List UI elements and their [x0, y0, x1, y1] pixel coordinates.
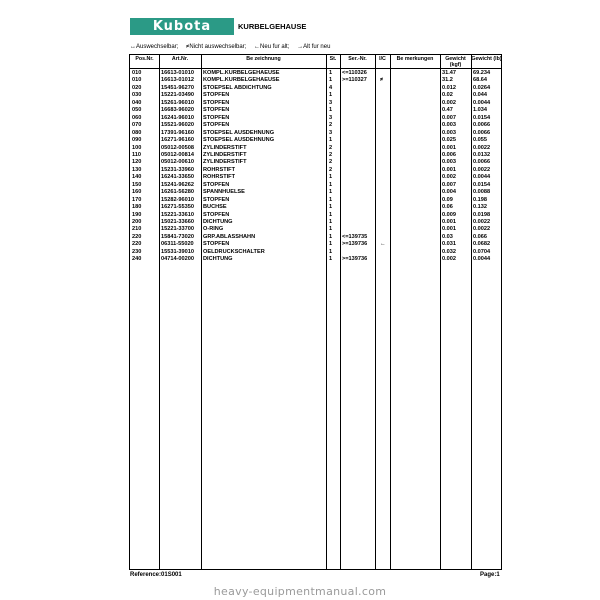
- cell-pos: 240: [132, 256, 142, 263]
- cell-ser: >=110327: [342, 77, 367, 84]
- cell-lb: 0.044: [473, 92, 487, 99]
- cell-kg: 0.007: [442, 114, 456, 121]
- cell-art: 05012-00508: [161, 144, 194, 151]
- cell-st: 1: [329, 107, 333, 114]
- cell-desc: STOPFEN: [203, 92, 230, 99]
- cell-st: 2: [329, 122, 333, 129]
- cell-pos: 150: [132, 181, 142, 188]
- cell-art: 16241-96010: [161, 114, 194, 121]
- cell-ser: <=110326: [342, 70, 367, 76]
- cell-pos: 010: [132, 70, 142, 76]
- cell-art: 16261-56280: [161, 189, 194, 196]
- table-row: [130, 100, 501, 107]
- cell-ser: >=139736: [342, 241, 368, 248]
- table-row: [130, 219, 501, 226]
- cell-desc: STOPFEN: [203, 196, 230, 203]
- cell-st: 3: [329, 114, 333, 121]
- cell-lb: 0.0704: [473, 248, 491, 255]
- cell-lb: 0.0022: [473, 144, 491, 151]
- cell-st: 1: [329, 204, 333, 211]
- cell-desc: STOPFEN: [203, 181, 230, 188]
- cell-kg: 0.002: [442, 174, 456, 181]
- table-row: [130, 85, 501, 92]
- cell-art: 06311-55020: [161, 241, 194, 248]
- cell-lb: 0.0264: [473, 84, 491, 91]
- cell-pos: 140: [132, 174, 142, 181]
- cell-pos: 070: [132, 122, 142, 129]
- cell-lb: 0.0132: [473, 151, 491, 158]
- cell-art: 05012-00610: [161, 159, 194, 166]
- cell-st: 2: [329, 144, 333, 151]
- cell-kg: 0.031: [442, 241, 456, 248]
- cell-st: 1: [329, 92, 333, 99]
- logo-text: Kubota: [152, 19, 212, 34]
- cell-desc: ZYLINDERSTIFT: [203, 144, 247, 151]
- cell-st: 2: [329, 151, 333, 158]
- header-ic: I/C: [379, 56, 386, 62]
- cell-art: 15261-96010: [161, 99, 194, 106]
- cell-pos: 230: [132, 248, 142, 255]
- table-row: [130, 145, 501, 152]
- cell-lb: 0.0066: [473, 122, 491, 129]
- cell-art: 16271-55350: [161, 204, 194, 211]
- table-row: [130, 115, 501, 122]
- cell-kg: 0.47: [442, 107, 453, 114]
- cell-pos: 020: [132, 84, 142, 91]
- cell-lb: 0.0022: [473, 166, 491, 173]
- cell-desc: ROHRSTIFT: [203, 174, 236, 181]
- table-row: [130, 107, 501, 114]
- header-divider: [130, 68, 501, 69]
- cell-kg: 0.006: [442, 151, 456, 158]
- cell-lb: 0.0154: [473, 114, 491, 121]
- cell-st: 1: [329, 196, 333, 203]
- table-row: [130, 92, 501, 99]
- cell-desc: KOMPL.KURBELGEHAEUSE: [203, 70, 280, 76]
- header-pos: Pos.Nr.: [135, 56, 154, 62]
- cell-art: 16271-96160: [161, 137, 194, 144]
- table-row: [130, 122, 501, 129]
- cell-pos: 100: [132, 144, 142, 151]
- table-row: [130, 204, 501, 211]
- cell-st: 1: [329, 70, 333, 76]
- cell-kg: 0.06: [442, 204, 453, 211]
- cell-desc: STOEPSEL AUSDEHNUNG: [203, 137, 275, 144]
- cell-pos: 190: [132, 211, 142, 218]
- cell-st: 1: [329, 77, 333, 84]
- cell-desc: STOEPSEL ABDICHTUNG: [203, 84, 272, 91]
- cell-st: 3: [329, 129, 333, 136]
- cell-desc: DICHTUNG: [203, 219, 233, 225]
- cell-pos: 010: [132, 77, 142, 84]
- cell-kg: 0.025: [442, 137, 456, 144]
- reference-label: Reference:01S001: [130, 572, 182, 578]
- cell-st: 1: [329, 211, 333, 218]
- cell-pos: 130: [132, 166, 142, 173]
- legend-item: ↔Auswechselbar;: [130, 44, 179, 50]
- cell-st: 1: [329, 189, 333, 196]
- cell-kg: 0.02: [442, 92, 453, 99]
- cell-pos: 220: [132, 233, 142, 240]
- cell-art: 15231-33960: [161, 166, 194, 173]
- cell-kg: 0.001: [442, 144, 456, 151]
- cell-pos: 210: [132, 226, 142, 233]
- cell-art: 15221-03490: [161, 92, 194, 99]
- cell-lb: 0.0044: [473, 99, 491, 106]
- legend-item: →Alt fur neu: [297, 44, 331, 50]
- cell-ser: >=139736: [342, 256, 368, 263]
- legend-item: ≠Nicht auswechselbar;: [186, 44, 247, 50]
- cell-art: 16683-96020: [161, 107, 194, 114]
- cell-pos: 040: [132, 99, 142, 106]
- cell-art: 15451-96270: [161, 84, 194, 91]
- table-row: [130, 174, 501, 181]
- cell-desc: OELDRUCKSCHALTER: [203, 248, 265, 255]
- cell-kg: 0.002: [442, 99, 456, 106]
- cell-kg: 0.001: [442, 219, 456, 225]
- header-kg: Gewicht (kgf): [445, 56, 466, 68]
- cell-art: 16241-33650: [161, 174, 194, 181]
- cell-desc: KOMPL.KURBELGEHAEUSE: [203, 77, 280, 84]
- table-row: [130, 70, 501, 77]
- cell-kg: 0.004: [442, 189, 456, 196]
- cell-lb: 0.0682: [473, 241, 491, 248]
- page-title: KURBELGEHAUSE: [238, 22, 307, 31]
- cell-kg: 0.002: [442, 256, 456, 263]
- cell-desc: ZYLINDERSTIFT: [203, 151, 247, 158]
- cell-lb: 0.0044: [473, 174, 491, 181]
- cell-kg: 0.032: [442, 248, 456, 255]
- cell-st: 2: [329, 159, 333, 166]
- cell-desc: STOPFEN: [203, 107, 230, 114]
- parts-table: [129, 54, 502, 570]
- cell-lb: 0.0044: [473, 256, 491, 263]
- header-art: Art.Nr.: [171, 56, 189, 62]
- cell-ic: ←: [380, 241, 386, 248]
- table-row: [130, 167, 501, 174]
- header-st: St.: [329, 56, 337, 62]
- table-row: [130, 212, 501, 219]
- table-row: [130, 159, 501, 166]
- table-row: [130, 234, 501, 241]
- cell-pos: 030: [132, 92, 142, 99]
- cell-st: 1: [329, 241, 333, 248]
- page-number: Page:1: [480, 572, 500, 578]
- cell-st: 1: [329, 181, 333, 188]
- cell-st: 1: [329, 174, 333, 181]
- cell-art: 15531-39010: [161, 248, 194, 255]
- cell-pos: 090: [132, 137, 142, 144]
- cell-st: 1: [329, 219, 333, 225]
- cell-lb: 0.198: [473, 196, 487, 203]
- cell-pos: 220: [132, 241, 142, 248]
- cell-pos: 050: [132, 107, 142, 114]
- cell-st: 1: [329, 233, 333, 240]
- header-desc: Be zeichnung: [246, 56, 281, 62]
- cell-desc: ROHRSTIFT: [203, 166, 236, 173]
- cell-kg: 0.03: [442, 233, 453, 240]
- cell-st: 2: [329, 166, 333, 173]
- table-row: [130, 182, 501, 189]
- cell-lb: 0.0154: [473, 181, 491, 188]
- cell-st: 3: [329, 99, 333, 106]
- cell-art: 15841-73020: [161, 233, 194, 240]
- cell-desc: ZYLINDERSTIFT: [203, 159, 247, 166]
- cell-lb: 0.066: [473, 233, 487, 240]
- cell-st: 1: [329, 226, 333, 233]
- cell-desc: STOPFEN: [203, 241, 230, 248]
- cell-desc: STOPFEN: [203, 211, 230, 218]
- cell-desc: STOPFEN: [203, 122, 230, 129]
- header-lb: Gewicht (lb): [471, 56, 502, 62]
- cell-kg: 0.009: [442, 211, 456, 218]
- watermark: heavy-equipmentmanual.com: [213, 585, 387, 598]
- cell-art: 17391-96160: [161, 129, 194, 136]
- cell-art: 16613-01010: [161, 70, 194, 76]
- cell-pos: 180: [132, 204, 142, 211]
- cell-pos: 060: [132, 114, 142, 121]
- cell-lb: 0.055: [473, 137, 487, 144]
- header-rem: Be merkungen: [396, 56, 434, 62]
- cell-lb: 0.0066: [473, 129, 491, 136]
- cell-desc: SPANNHUELSE: [203, 189, 245, 196]
- table-row: [130, 137, 501, 144]
- cell-lb: 0.132: [473, 204, 487, 211]
- kubota-logo: [130, 18, 234, 35]
- table-row: [130, 241, 501, 248]
- cell-pos: 110: [132, 151, 142, 158]
- cell-desc: STOPFEN: [203, 114, 230, 121]
- cell-kg: 0.003: [442, 122, 456, 129]
- cell-lb: 69.234: [473, 70, 491, 76]
- cell-kg: 31.47: [442, 70, 456, 76]
- legend-item: ←Neu fur alt;: [254, 44, 290, 50]
- cell-desc: DICHTUNG: [203, 256, 233, 263]
- cell-pos: 200: [132, 219, 142, 225]
- interchangeability-legend: [130, 44, 336, 50]
- cell-pos: 120: [132, 159, 142, 166]
- cell-ser: <=139735: [342, 233, 368, 240]
- cell-ic: ≠: [380, 77, 384, 84]
- cell-art: 16613-01012: [161, 77, 194, 84]
- cell-art: 15221-33700: [161, 226, 194, 233]
- cell-kg: 0.003: [442, 159, 456, 166]
- cell-desc: BUCHSE: [203, 204, 227, 211]
- cell-desc: STOEPSEL AUSDEHNUNG: [203, 129, 275, 136]
- cell-pos: 170: [132, 196, 142, 203]
- cell-art: 15521-96020: [161, 122, 194, 129]
- table-row: [130, 130, 501, 137]
- cell-desc: GRP.ABLASSHAHN: [203, 233, 256, 240]
- cell-lb: 0.0198: [473, 211, 491, 218]
- cell-lb: 0.0022: [473, 226, 491, 233]
- cell-lb: 0.0066: [473, 159, 491, 166]
- cell-kg: 31.2: [442, 77, 453, 84]
- cell-art: 15282-96010: [161, 196, 194, 203]
- header-ser: Ser.-Nr.: [348, 56, 367, 62]
- table-row: [130, 226, 501, 233]
- cell-lb: 1.034: [473, 107, 487, 114]
- cell-lb: 0.0088: [473, 189, 491, 196]
- cell-pos: 160: [132, 189, 142, 196]
- table-row: [130, 152, 501, 159]
- cell-kg: 0.09: [442, 196, 453, 203]
- table-row: [130, 256, 501, 263]
- table-row: [130, 189, 501, 196]
- cell-art: 04714-00200: [161, 256, 194, 263]
- cell-kg: 0.007: [442, 181, 456, 188]
- cell-st: 4: [329, 84, 333, 91]
- cell-pos: 080: [132, 129, 142, 136]
- cell-art: 05012-00814: [161, 151, 194, 158]
- table-row: [130, 77, 501, 84]
- cell-kg: 0.001: [442, 226, 456, 233]
- cell-desc: STOPFEN: [203, 99, 230, 106]
- cell-art: 15021-33660: [161, 219, 194, 225]
- cell-st: 1: [329, 137, 333, 144]
- cell-kg: 0.001: [442, 166, 456, 173]
- cell-desc: O-RING: [203, 226, 224, 233]
- cell-art: 15241-96262: [161, 181, 194, 188]
- cell-st: 1: [329, 256, 333, 263]
- table-row: [130, 249, 501, 256]
- table-row: [130, 197, 501, 204]
- cell-lb: 68.64: [473, 77, 487, 84]
- cell-lb: 0.0022: [473, 219, 491, 225]
- cell-art: 15221-33610: [161, 211, 194, 218]
- cell-kg: 0.003: [442, 129, 456, 136]
- cell-kg: 0.012: [442, 84, 456, 91]
- cell-st: 1: [329, 248, 333, 255]
